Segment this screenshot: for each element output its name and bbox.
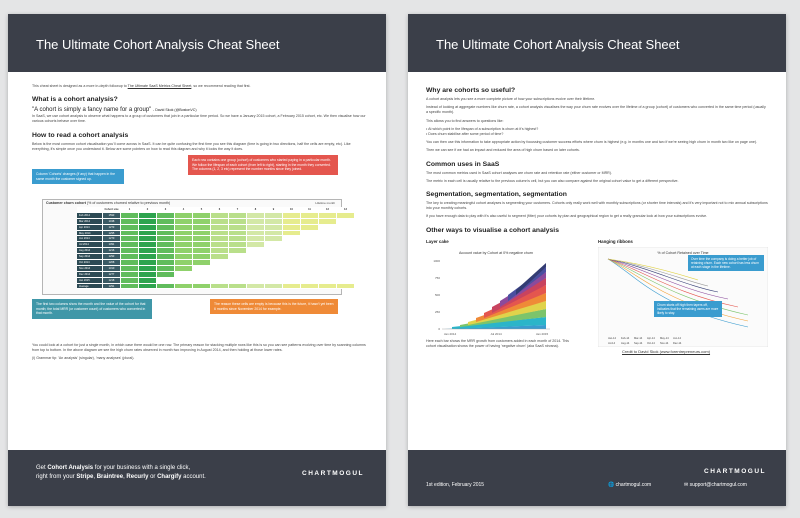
lifetime-month-header: 5 — [193, 207, 211, 213]
heading-common: Common uses in SaaS — [426, 160, 500, 168]
layer-cake-layers — [444, 263, 546, 329]
cohort-cell — [211, 284, 229, 290]
cohort-month-label: Nov 2014 — [77, 266, 103, 272]
cohort-size-header: Cohort size — [103, 207, 121, 213]
lifetime-month-header: 11 — [301, 207, 319, 213]
bottom-paragraph: You could look at a cohort for just a single month, in which case there would be one row. The primary reason for stacking multiple rows like this is so you can see patterns evolving over time by scanning columns from top to bottom. In the above diagram we see the high churn rates observed in month two improving in August 2014, and then holding at those lower rates. — [32, 343, 366, 353]
lifetime-month-header: 8 — [247, 207, 265, 213]
why-p2: Instead of looking at aggregate numbers like churn rate, a cohort analysis visualises the way your churn rate evolves over the lifetime of a group (cohort) of customers who converted in the same time period (usually a specific month). — [426, 105, 766, 115]
layer-cake-title: Layer cake — [426, 238, 449, 244]
quote-attribution: - David Skok (@BostonVC) — [153, 108, 197, 113]
legend-entry: Apr-14 — [647, 336, 655, 340]
callout-rows: Each row contains one group (cohort) of customers who started paying in a particular month. We follow the lifespan of each cohort (from left to right), starting in the month they converted. The columns (1, 2, 3 etc) represent the number months since they joined. — [188, 155, 338, 175]
callout-first-columns: The first two columns show the month and the value of the cohort for that month; the total MRR (or customer count) of customers who converted in that month. — [32, 299, 152, 319]
cohort-grid — [77, 207, 355, 289]
heading-what: What is a cohort analysis? — [32, 96, 118, 104]
y-tick: 1000 — [433, 258, 440, 263]
ribbon-note-tapering: Churn starts off high then tapers off, indicates that the remaining users are more likely to stay. — [654, 301, 722, 318]
seg-p1: The key to creating meaningful cohort analyses is segmenting your customers. Cohorts only really work well with monthly subscriptions (or shorter time intervals) and it's very important not to mix annual subscriptions into your monthly cohorts. — [426, 201, 768, 211]
cohort-cell — [229, 284, 247, 290]
heading-other: Other ways to visualise a cohort analysis — [426, 226, 559, 234]
intro-paragraph: This cheat sheet is designed as a more in-depth followup to The Ultimate SaaS Metrics Cheat Sheet, so we recommend reading that first. — [32, 84, 251, 88]
cohort-cell — [265, 284, 283, 290]
cohort-month-label: Jan 2015 — [77, 278, 103, 284]
heading-read: How to read a cohort analysis — [32, 131, 129, 139]
chartmogul-logo: CHARTMOGUL — [704, 468, 766, 475]
lifetime-month-label: Lifetime month — [315, 201, 335, 206]
grammar-tip: (i) Grammar tip: 'An analysis' (singular), 'many analyses' (plural). — [32, 356, 135, 361]
cohort-size-cell: 1208 — [103, 260, 121, 266]
heading-why: Why are cohorts so useful? — [426, 87, 516, 94]
list-item: • Does churn stabilise after some period of time? — [426, 132, 768, 137]
cohort-month-label: Feb 2014 — [77, 213, 103, 219]
globe-icon: 🌐 — [608, 482, 616, 488]
legend-entry: Nov-14 — [660, 341, 669, 345]
y-tick: 250 — [434, 309, 440, 314]
common-p1: The most common metrics used in SaaS cohort analyses are churn rate and retention rate (either customer or MRR). — [426, 170, 612, 175]
layer-cake-chart — [426, 247, 586, 337]
website-link[interactable]: 🌐 chartmogul.com — [608, 482, 652, 488]
cohort-cell — [283, 284, 301, 290]
hanging-ribbons-chart-title: % of Cohort Retained over Time — [657, 250, 709, 255]
visualisation-examples — [426, 239, 768, 369]
why-p4: You can then use this information to take appropriate action by focussing customer success efforts where churn is highest (e.g. in months one and two if we're seeing high churn in month two like on page one). — [426, 140, 758, 145]
y-tick: 500 — [434, 292, 440, 297]
page-two — [408, 14, 786, 506]
legend-entry: Sep-14 — [634, 341, 643, 345]
read-paragraph: Below is the most common cohort visualisation you'll come across in SaaS. It can be quite confusing the first time you see this diagram (time is going in two directions, half the cells are empty, etc). Like everything, it's simple once you understand it. Below are some pointers on how to read this diagram and why it looks the way it does. — [32, 141, 351, 151]
edition-label: 1st edition, February 2015 — [426, 482, 485, 488]
page-title: The Ultimate Cohort Analysis Cheat Sheet — [408, 14, 786, 72]
legend-entry: Oct-14 — [647, 341, 655, 345]
page-one — [8, 14, 386, 506]
lifetime-month-header: 2 — [139, 207, 157, 213]
cohort-month-label: Jul 2014 — [77, 242, 103, 248]
why-p5: Then we can see if we had an impact and reduced the area of high churn based on later cohorts. — [426, 148, 580, 153]
cohort-size-cell: 1270 — [103, 236, 121, 242]
cohort-cell — [337, 284, 355, 290]
callout-cohorts-column: Column 'Cohorts' changes (if any) that happen in the same month the customer signed up. — [32, 169, 124, 184]
lifetime-month-header: 13 — [337, 207, 355, 213]
lifetime-month-header: 10 — [283, 207, 301, 213]
cohort-month-label: Aug 2014 — [77, 248, 103, 254]
heading-segmentation: Segmentation, segmentation, segmentation — [426, 191, 567, 199]
cohort-cell — [193, 284, 211, 290]
callout-empty-cells: The reason these cells are empty is because this is the future, it hasn't yet been 6 months since November 2014 for example. — [210, 299, 338, 314]
cohort-month-label: May 2014 — [77, 231, 103, 237]
legend-entry: Dec-14 — [673, 341, 682, 345]
cohort-chart — [42, 199, 347, 295]
x-tick: Jan 2014 — [443, 331, 457, 336]
cohort-size-cell: 1593 — [103, 213, 121, 219]
cohort-month-label: Mar 2014 — [77, 219, 103, 225]
cohort-quote: "A cohort is simply a fancy name for a group" - David Skok (@BostonVC) — [32, 107, 197, 114]
layer-cake-chart-title: Account value by Cohort at 0% negative churn — [459, 250, 533, 255]
cohort-size-cell: 1273 — [103, 225, 121, 231]
mail-icon: ✉ — [684, 482, 690, 488]
cohort-size-cell: 1295 — [103, 231, 121, 237]
legend-entry: Feb-14 — [621, 336, 630, 340]
lifetime-month-header: 7 — [229, 207, 247, 213]
cohort-month-label: Dec 2014 — [77, 272, 103, 278]
cohort-size-cell: 1218 — [103, 278, 121, 284]
lifetime-month-header: 6 — [211, 207, 229, 213]
page-title: The Ultimate Cohort Analysis Cheat Sheet — [8, 14, 386, 72]
lifetime-month-header: 1 — [121, 207, 139, 213]
why-bullets — [426, 127, 768, 137]
legend-entry: Jul-14 — [608, 341, 616, 345]
seg-p2: If you have enough data to play with it's also useful to segment (filter) your cohorts by plan and geographical region to get a really granular look at how your subscriptions evolve. — [426, 214, 708, 219]
cohort-cell — [247, 284, 265, 290]
chartmogul-logo: CHARTMOGUL — [302, 470, 364, 477]
cohort-size-cell: 1310 — [103, 266, 121, 272]
x-tick: Jan 2015 — [535, 331, 549, 336]
cohort-size-cell: 1391 — [103, 242, 121, 248]
cohort-chart-title: Customer churn cohort (% of customers churned relative to previous month) — [46, 201, 171, 206]
cohort-diagram — [32, 155, 368, 325]
cohort-size-cell: 1216 — [103, 248, 121, 254]
cohort-cell — [175, 284, 193, 290]
legend-entry: Jan-14 — [608, 336, 616, 340]
y-tick: 0 — [438, 326, 440, 331]
cohort-size-cell: 1293 — [103, 254, 121, 260]
y-tick: 750 — [434, 275, 440, 280]
page-one-content — [32, 84, 368, 365]
cohort-cell — [157, 284, 175, 290]
cohort-cell — [121, 284, 139, 290]
ribbon-credit-link[interactable]: Credit to David Skok (www.forentrepreneurs.com) — [622, 348, 711, 354]
cohort-cell — [139, 284, 157, 290]
cohort-size-cell: 1277 — [103, 272, 121, 278]
layer-cake-xaxis — [444, 332, 549, 336]
layer-cake-caption: Here each bar shows the MRR growth from customers added in each month of 2014. This cohort visualisation shows the power of having 'negative churn' (aka SaaS nirvana). — [426, 338, 569, 348]
page-two-footer — [408, 450, 786, 506]
page-two-content — [426, 80, 768, 369]
lifetime-month-header: 3 — [157, 207, 175, 213]
lifetime-month-header: 4 — [175, 207, 193, 213]
legend-entry: Aug-14 — [621, 341, 630, 345]
cohort-cell — [301, 284, 319, 290]
metrics-cheat-sheet-link[interactable]: The Ultimate SaaS Metrics Cheat Sheet — [127, 84, 192, 88]
lifetime-month-header: 9 — [265, 207, 283, 213]
lifetime-month-header: 12 — [319, 207, 337, 213]
cohort-size-cell: 1291 — [103, 284, 121, 290]
cohort-month-label: Jun 2014 — [77, 236, 103, 242]
layer-cake-yaxis — [433, 259, 440, 331]
legend-entry: May-14 — [660, 336, 669, 340]
cohort-cell — [319, 284, 337, 290]
what-paragraph: In SaaS, we use cohort analysis to observe what happens to a group of customers that join in a particular time period. So we have a January 2015 cohort, a February 2015 cohort, etc. We then visualise how our various cohorts behave over time. — [32, 114, 366, 124]
cohort-month-label: Oct 2014 — [77, 260, 103, 266]
support-email-link[interactable]: ✉ support@chartmogul.com — [684, 482, 747, 488]
page-one-footer — [8, 450, 386, 506]
cohort-size-cell: 1438 — [103, 219, 121, 225]
table-row — [77, 284, 355, 290]
cohort-month-label: Apr 2014 — [77, 225, 103, 231]
hanging-ribbons-title: Hanging ribbons — [598, 238, 633, 244]
common-p2: The metric in each cell is usually relative to the previous column's cell, but you can also compare against the original cohort value to get a different perspective. — [426, 178, 679, 183]
footer-cta: Get Cohort Analysis for your business with a single click, right from your Stripe, Braintree, Recurly or Chargify account. — [36, 465, 206, 480]
why-p1: A cohort analysis lets you see a more complete picture of how your subscriptions evolve over their lifetime. — [426, 97, 596, 101]
cohort-month-label: Sep 2014 — [77, 254, 103, 260]
list-item: • At which point in the lifespan of a subscription is churn at it's highest? — [426, 127, 768, 132]
why-p3: This allows you to find answers to questions like: — [426, 118, 504, 123]
x-tick: Jul 2014 — [490, 331, 502, 336]
ribbon-note-retention: Over time the company is doing a better job of retaining churn. Each new cohort has less churn at each stage in the lifetime. — [688, 255, 764, 272]
cohort-month-label: Average — [77, 284, 103, 290]
legend-entry: Jun-14 — [673, 336, 681, 340]
legend-entry: Mar-14 — [634, 336, 643, 340]
